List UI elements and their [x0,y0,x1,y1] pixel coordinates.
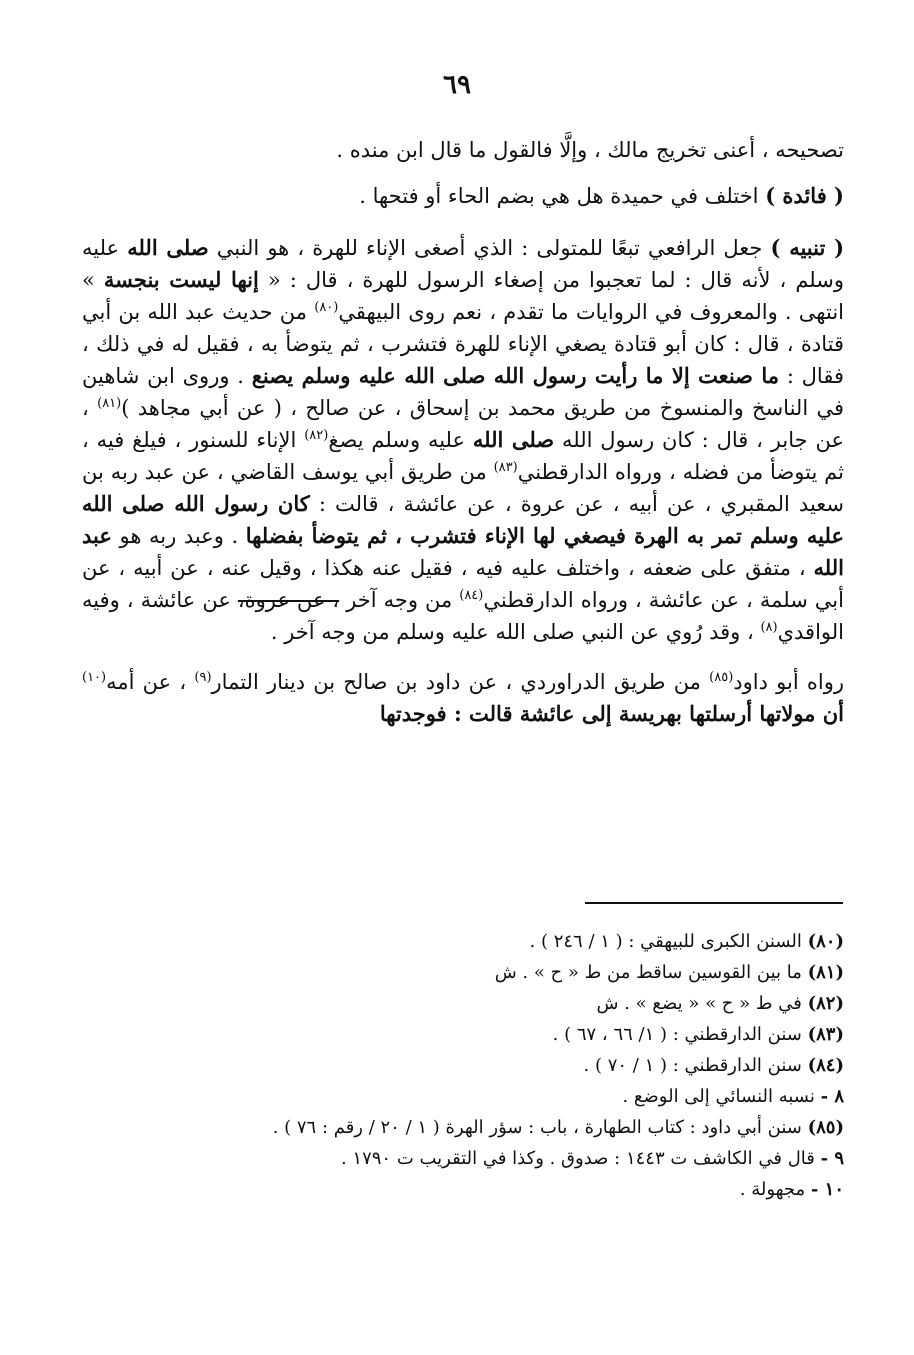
text-segment: عليه وسلم يصغ [328,428,473,452]
paragraph-riwaya [82,666,844,730]
text-segment: عن عائشة ، وفيه الواقدي [82,588,844,644]
footnote-ref-81: (٨١) [97,396,122,411]
footnote-ref-10: (١٠) [82,670,107,685]
text-segment-bold: صلى الله [472,427,555,452]
text-segment: من طريق الدراوردي ، عن داود بن صالح بن دينار التمار [211,670,710,694]
text-segment-bold: إنها ليست بنجسة [103,267,259,292]
footnote-number: ٨ - [820,1086,844,1107]
footnote-ref-8: (٨) [760,620,778,635]
text-segment-bold: صلى الله [127,235,209,260]
text-segment: ، وقد رُوي عن النبي صلى الله عليه وسلم من وجه آخر . [270,620,761,644]
footnote-ref-82: (٨٢) [304,428,329,443]
struck-text: ، عن عروة، [237,588,340,612]
footnote-separator [585,902,843,904]
text-segment-bold: كان رسول الله صلى الله عليه وسلم تمر به الهرة فيصغي لها الإناء فتشرب ، ثم يتوضأ بفضلها [82,491,844,548]
footnotes [82,926,844,1205]
footnote-number: (٨١) [807,962,844,983]
footnote-text: في ط « ح » « يضع » . ش [596,993,808,1014]
footnote-number: (٨٣) [807,1024,844,1045]
footnote-number: (٨٢) [807,993,844,1014]
text-segment: من وجه آخر [339,588,460,612]
footnote-item [82,957,844,988]
text-segment: » انتهى . والمعروف في الروايات ما تقدم ، نعم روى البيهقي [82,268,844,324]
text-segment: . وعبد ربه هو [111,524,246,548]
footnote-ref-9: (٩) [194,670,212,685]
footnote-number: (٨٠) [807,931,844,952]
text-segment: عليه وسلم ، لأنه قال : لما تعجبوا من إصغاء الرسول للهرة ، قال : « [82,236,844,292]
footnote-text: مجهولة . [739,1179,811,1200]
footnote-number: (٨٤) [807,1055,844,1076]
footnote-item [82,1174,844,1205]
text-segment: من طريق أبي يوسف القاضي ، عن عبد ربه بن سعيد المقبري ، عن أبيه ، عن عروة ، عن عائشة ، قالت : [82,460,845,516]
paragraph-faida [82,180,844,212]
footnote-ref-83: (٨٣) [493,460,518,475]
footnote-item [82,1050,844,1081]
text-segment: . وروى ابن شاهين في الناسخ والمنسوخ من طريق محمد بن إسحاق ، عن صالح ، ( عن أبي مجاهد ) [82,364,845,420]
footnote-text: قال في الكاشف ت ١٤٤٣ : صدوق . وكذا في التقريب ت ١٧٩٠ . [340,1148,821,1169]
footnote-item [82,1143,844,1174]
footnote-text: نسبه النسائي إلى الوضع . [622,1086,821,1107]
page-number: ٦٩ [443,70,471,100]
footnote-item [82,1081,844,1112]
footnote-text: سنن الدارقطني : ( ١ / ٧٠ ) . [583,1055,808,1076]
paragraph-tanbih [82,232,844,648]
text-segment: ، عن أمه [106,670,195,694]
footnote-number: ٩ - [820,1148,844,1169]
footnote-number: (٨٥) [807,1117,844,1138]
footnote-ref-84: (٨٤) [459,588,484,603]
text-segment: من حديث عبد الله بن أبي قتادة ، قال : كان أبو قتادة يصغي الإناء للهرة فتشرب ، ثم يتوضأ به ، فقيل له في ذلك ، فقال : [82,300,844,388]
footnote-item [82,1019,844,1050]
footnote-ref-80: (٨٠) [314,300,339,315]
footnote-item [82,1112,844,1143]
footnote-text: السنن الكبرى للبيهقي : ( ١ / ٢٤٦ ) . [529,931,808,952]
footnote-text: سنن الدارقطني : ( ١/ ٦٦ ، ٦٧ ) . [552,1024,808,1045]
footnote-ref-85: (٨٥) [709,670,734,685]
faida-text: اختلف في حميدة هل هي بضم الحاء أو فتحها . [359,184,766,208]
text-segment: رواه أبو داود [733,670,845,694]
text-segment: جعل الرافعي تبعًا للمتولى : الذي أصغى الإناء للهرة ، هو النبي [208,236,771,260]
footnote-text: ما بين القوسين ساقط من ط « ح » . ش [494,962,808,983]
text-segment-bold: ما صنعت إلا ما رأيت رسول الله صلى الله عليه وسلم يصنع [251,363,780,388]
footnote-text: سنن أبي داود : كتاب الطهارة ، باب : سؤر الهرة ( ١ / ٢٠ / رقم : ٧٦ ) . [272,1117,808,1138]
tanbih-label: ( تنبيه ) [770,235,844,260]
text-segment: ، عن جابر ، قال : كان رسول الله [82,396,844,452]
text-segment-bold: أن مولاتها أرسلتها بهريسة إلى عائشة قالت : فوجدتها [379,701,844,726]
footnote-number: ١٠ - [810,1179,844,1200]
text-segment: ، متفق على ضعفه ، واختلف عليه فيه ، فقيل عنه هكذا ، وقيل عنه ، عن أبيه ، عن أبي سلمة ، عن عائشة ، ورواه الدارقطني [82,556,844,612]
main-text [82,134,844,730]
faida-label: ( فائدة ) [765,183,844,208]
text-segment-bold: عبد الله [82,523,844,580]
paragraph-1: تصحيحه ، أعنى تخريج مالك ، وإلَّا فالقول ما قال ابن منده . [336,138,844,162]
text-segment: الإناء للسنور ، فيلغ فيه ، ثم يتوضأ من فضله ، ورواه الدارقطني [82,428,844,484]
footnote-item [82,926,844,957]
footnote-item [82,988,844,1019]
